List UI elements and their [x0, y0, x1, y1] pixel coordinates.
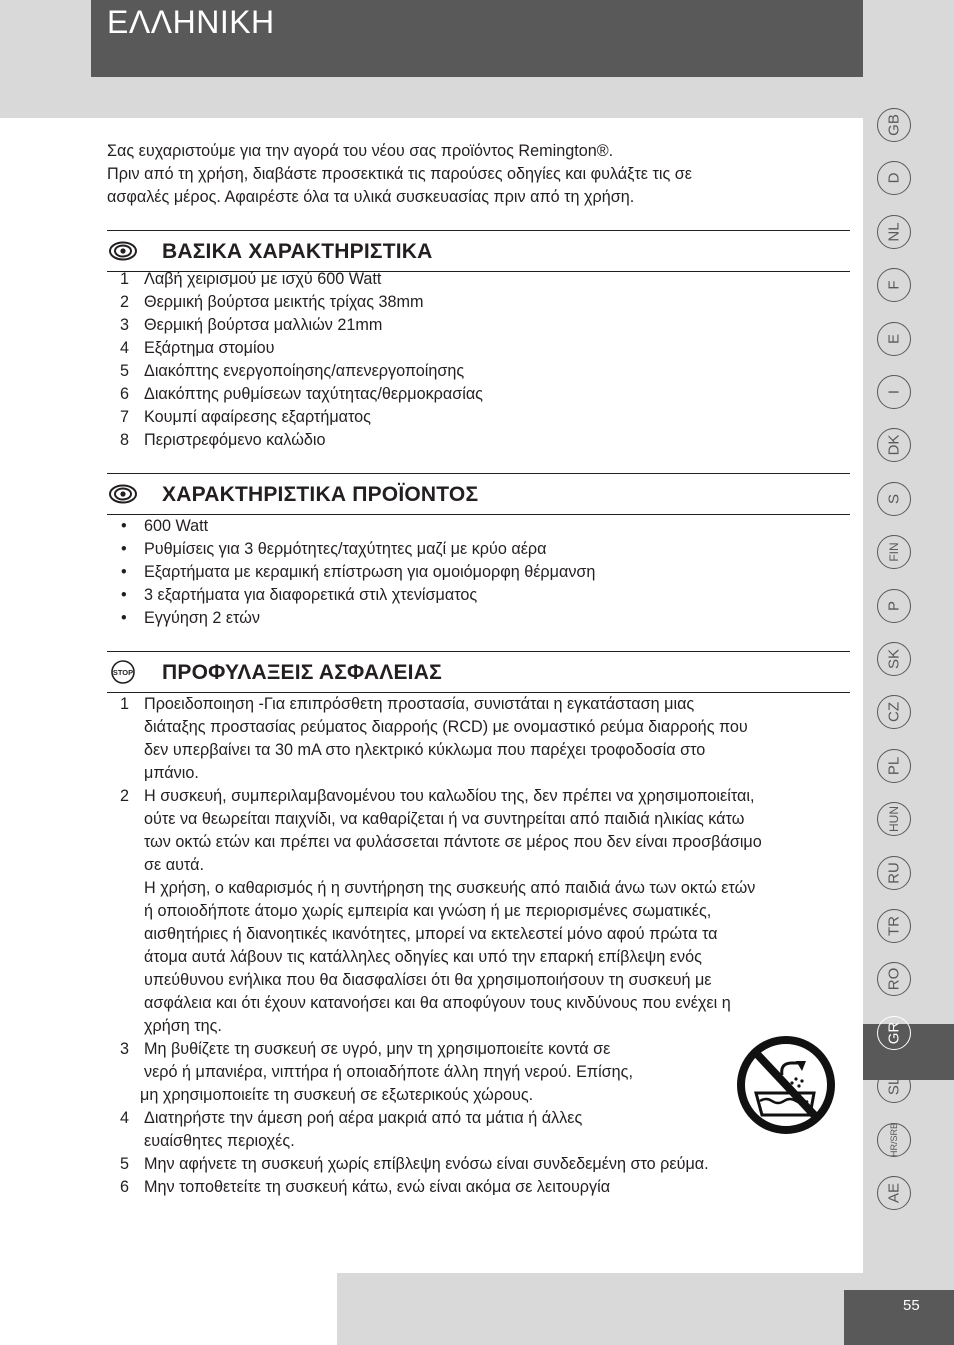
item-line: δεν υπερβαίνει τα 30 mA στο ηλεκτρικό κύκλωμα που παρέχει τροφοδοσία στο: [144, 741, 706, 759]
language-tab-dk[interactable]: [877, 428, 911, 462]
language-tab-fin[interactable]: [877, 535, 911, 569]
language-tab-f[interactable]: [877, 268, 911, 302]
language-tab-ro[interactable]: [877, 962, 911, 996]
language-code: NL: [885, 222, 903, 242]
language-tab-ae[interactable]: [877, 1176, 911, 1210]
list-item: [107, 1107, 704, 1153]
list-item: [107, 561, 850, 584]
language-code: FIN: [887, 542, 901, 562]
item-line: υπεύθυνου ενήλικα που θα διασφαλίσει ότι θα χρησιμοποιήσουν τη συσκευή με: [144, 971, 712, 989]
page-number-box: [844, 1290, 954, 1345]
list-item: [107, 693, 850, 785]
list-item: [107, 1176, 850, 1199]
item-number: 2: [120, 293, 130, 311]
language-tab-d[interactable]: [877, 161, 911, 195]
page-paper-bottom: [0, 1273, 337, 1345]
item-line: νερό ή μπανιέρα, νιπτήρα ή οποιαδήποτε άλλη πηγή νερού. Επίσης,: [144, 1063, 633, 1081]
page-title: ΕΛΛΗΝΙΚΗ: [107, 4, 275, 40]
item-text: Λαβή χειρισμού με ισχύ 600 Watt: [144, 270, 382, 288]
language-tab-hr-srb[interactable]: [877, 1123, 911, 1157]
list-item: [107, 429, 850, 452]
item-number: 4: [120, 1109, 130, 1127]
intro-line: Σας ευχαριστούμε για την αγορά του νέου σας προϊόντος Remington®.: [107, 142, 614, 160]
no-water-icon: [736, 1035, 836, 1135]
language-code: CZ: [885, 702, 903, 723]
item-line: Η χρήση, ο καθαρισμός ή η συντήρηση της συσκευής από παιδιά άνω των οκτώ ετών: [144, 879, 756, 897]
item-number: 2: [120, 787, 130, 805]
language-tab-i[interactable]: [877, 375, 911, 409]
language-code: HUN: [887, 806, 901, 833]
language-tab-gr[interactable]: [877, 1016, 911, 1050]
item-number: 3: [120, 1040, 130, 1058]
list-item: [107, 584, 850, 607]
language-tab-pl[interactable]: [877, 749, 911, 783]
language-code: TR: [885, 916, 903, 936]
item-text: Κουμπί αφαίρεσης εξαρτήματος: [144, 408, 371, 426]
product-features-list: [107, 515, 850, 630]
language-code: DK: [885, 434, 903, 456]
page-number: 55: [903, 1297, 920, 1314]
item-text: Περιστρεφόμενο καλώδιο: [144, 431, 326, 449]
item-text: Διακόπτης ενεργοποίησης/απενεργοποίησης: [144, 362, 465, 380]
list-item: [107, 314, 850, 337]
language-tab-p[interactable]: [877, 589, 911, 623]
language-code: P: [885, 600, 903, 611]
language-tab-tr[interactable]: [877, 909, 911, 943]
language-code: AE: [885, 1182, 903, 1204]
item-line: ασφάλεια και ότι έχουν κατανοήσει και θα αποφύγουν τους κινδύνους που ενέχει η: [144, 994, 731, 1012]
item-number: 4: [120, 339, 130, 357]
list-item: [107, 538, 850, 561]
stop-sign-icon: [109, 660, 137, 684]
item-line: Διατηρήστε την άμεση ροή αέρα μακριά από τα μάτια ή άλλες: [144, 1109, 583, 1127]
language-code: HR/SRB: [889, 1122, 899, 1157]
language-code: I: [885, 389, 903, 395]
section-title: ΠΡΟΦΥΛΑΞΕΙΣ ΑΣΦΑΛΕΙΑΣ: [162, 661, 442, 684]
list-item: [107, 1153, 850, 1176]
item-text: 3 εξαρτήματα για διαφορετικά στιλ χτενίσματος: [144, 586, 478, 604]
item-text: Εξάρτημα στομίου: [144, 339, 275, 357]
main-features-list: [107, 268, 850, 452]
list-item: [107, 785, 850, 1038]
list-item: [107, 291, 850, 314]
language-tab-gb[interactable]: [877, 108, 911, 142]
language-tab-e[interactable]: [877, 322, 911, 356]
item-number: 7: [120, 408, 130, 426]
section-header-safety: [107, 651, 850, 693]
list-item: [107, 337, 850, 360]
language-code: PL: [885, 756, 903, 775]
eye-c-icon: [109, 241, 137, 261]
bullet: •: [121, 563, 127, 581]
language-tab-sl[interactable]: [877, 1069, 911, 1103]
item-number: 6: [120, 1178, 130, 1196]
list-item: [107, 607, 850, 630]
item-line: Η συσκευή, συμπεριλαμβανομένου του καλωδίου της, δεν πρέπει να χρησιμοποιείται,: [144, 787, 755, 805]
section-title: ΧΑΡΑΚΤΗΡΙΣΤΙΚΑ ΠΡΟΪΟΝΤΟΣ: [162, 483, 479, 506]
language-code: E: [885, 333, 903, 344]
language-code: S: [885, 493, 903, 504]
item-text: Θερμική βούρτσα μαλλιών 21mm: [144, 316, 383, 334]
item-text: Διακόπτης ρυθμίσεων ταχύτητας/θερμοκρασίας: [144, 385, 483, 403]
item-number: 5: [120, 362, 130, 380]
item-line: χρήση της.: [144, 1017, 222, 1035]
item-line: Μην τοποθετείτε τη συσκευή κάτω, ενώ είναι ακόμα σε λειτουργία: [144, 1178, 611, 1196]
stop-label: STOP: [112, 667, 134, 677]
language-code: GB: [885, 114, 903, 136]
bullet: •: [121, 609, 127, 627]
item-line: αισθητήριες ή διανοητικές ικανότητες, μπορεί να εκτελεστεί μόνο αφού πρώτα τα: [144, 925, 718, 943]
bullet: •: [121, 586, 127, 604]
item-number: 6: [120, 385, 130, 403]
language-tab-sk[interactable]: [877, 642, 911, 676]
language-code: SL: [885, 1077, 903, 1096]
eye-c-icon: [109, 484, 137, 504]
intro-paragraph: [107, 140, 850, 209]
item-number: 5: [120, 1155, 130, 1173]
item-line: Μην αφήνετε τη συσκευή χωρίς επίβλεψη ενόσω είναι συνδεδεμένη στο ρεύμα.: [144, 1155, 709, 1173]
language-tab-nl[interactable]: [877, 215, 911, 249]
language-code: RO: [885, 968, 903, 991]
page-header: [91, 0, 863, 77]
language-tab-s[interactable]: [877, 482, 911, 516]
item-text: Εξαρτήματα με κεραμική επίστρωση για ομοιόμορφη θέρμανση: [144, 563, 596, 581]
item-text: 600 Watt: [144, 517, 209, 535]
list-item: [107, 515, 850, 538]
item-line: Μη βυθίζετε τη συσκευή σε υγρό, μην τη χρησιμοποιείτε κοντά σε: [144, 1040, 611, 1058]
item-line: Προειδοποιηση -Για επιπρόσθετη προστασία, συνιστάται η εγκατάσταση μιας: [144, 695, 695, 713]
intro-line: ασφαλές μέρος. Αφαιρέστε όλα τα υλικά συσκευασίας πριν από τη χρήση.: [107, 188, 635, 206]
item-line: ούτε να θεωρείται παιχνίδι, να καθαρίζεται ή να συντηρείται από παιδιά ηλικίας κάτω: [144, 810, 745, 828]
item-line: άτομα αυτά λάβουν τις κατάλληλες οδηγίες και υπό την επαρκή επίβλεψη ενός: [144, 948, 702, 966]
language-code: F: [885, 280, 903, 290]
language-code: D: [885, 172, 903, 184]
item-number: 8: [120, 431, 130, 449]
item-text: Εγγύηση 2 ετών: [144, 609, 260, 627]
item-line: σε αυτά.: [144, 856, 204, 874]
intro-line: Πριν από τη χρήση, διαβάστε προσεκτικά τις παρούσες οδηγίες και φυλάξτε τις σε: [107, 165, 692, 183]
language-tab-hun[interactable]: [877, 802, 911, 836]
section-header-product-features: [107, 473, 850, 515]
item-line: μη χρησιμοποιείτε τη συσκευή σε εξωτερικούς χώρους.: [140, 1086, 534, 1104]
list-item: [107, 383, 850, 406]
item-line: των οκτώ ετών και πρέπει να φυλάσσεται πάντοτε σε μέρος που δεν είναι προσβάσιμο: [144, 833, 762, 851]
list-item: [107, 360, 850, 383]
list-item: [107, 268, 850, 291]
item-line: ή οποιοδήποτε άτομο χωρίς εμπειρία και γνώση ή με περιορισμένες σωματικές,: [144, 902, 712, 920]
language-tab-ru[interactable]: [877, 856, 911, 890]
item-line: ευαίσθητες περιοχές.: [144, 1132, 295, 1150]
list-item: [107, 406, 850, 429]
list-item: [107, 1038, 704, 1107]
item-number: 1: [120, 270, 130, 288]
language-tab-cz[interactable]: [877, 695, 911, 729]
language-code: SK: [885, 648, 903, 670]
language-code: RU: [885, 861, 903, 884]
bullet: •: [121, 540, 127, 558]
item-line: διάταξης προστασίας ρεύματος διαρροής (RCD) με ονομαστικό ρεύμα διαρροής που: [144, 718, 748, 736]
item-number: 3: [120, 316, 130, 334]
language-code: GR: [885, 1021, 903, 1045]
item-text: Ρυθμίσεις για 3 θερμότητες/ταχύτητες μαζί με κρύο αέρα: [144, 540, 547, 558]
section-header-main-features: [107, 230, 850, 272]
item-number: 1: [120, 695, 130, 713]
section-title: ΒΑΣΙΚΑ ΧΑΡΑΚΤΗΡΙΣΤΙΚΑ: [162, 240, 433, 263]
bullet: •: [121, 517, 127, 535]
item-line: μπάνιο.: [144, 764, 199, 782]
item-text: Θερμική βούρτσα μεικτής τρίχας 38mm: [144, 293, 424, 311]
